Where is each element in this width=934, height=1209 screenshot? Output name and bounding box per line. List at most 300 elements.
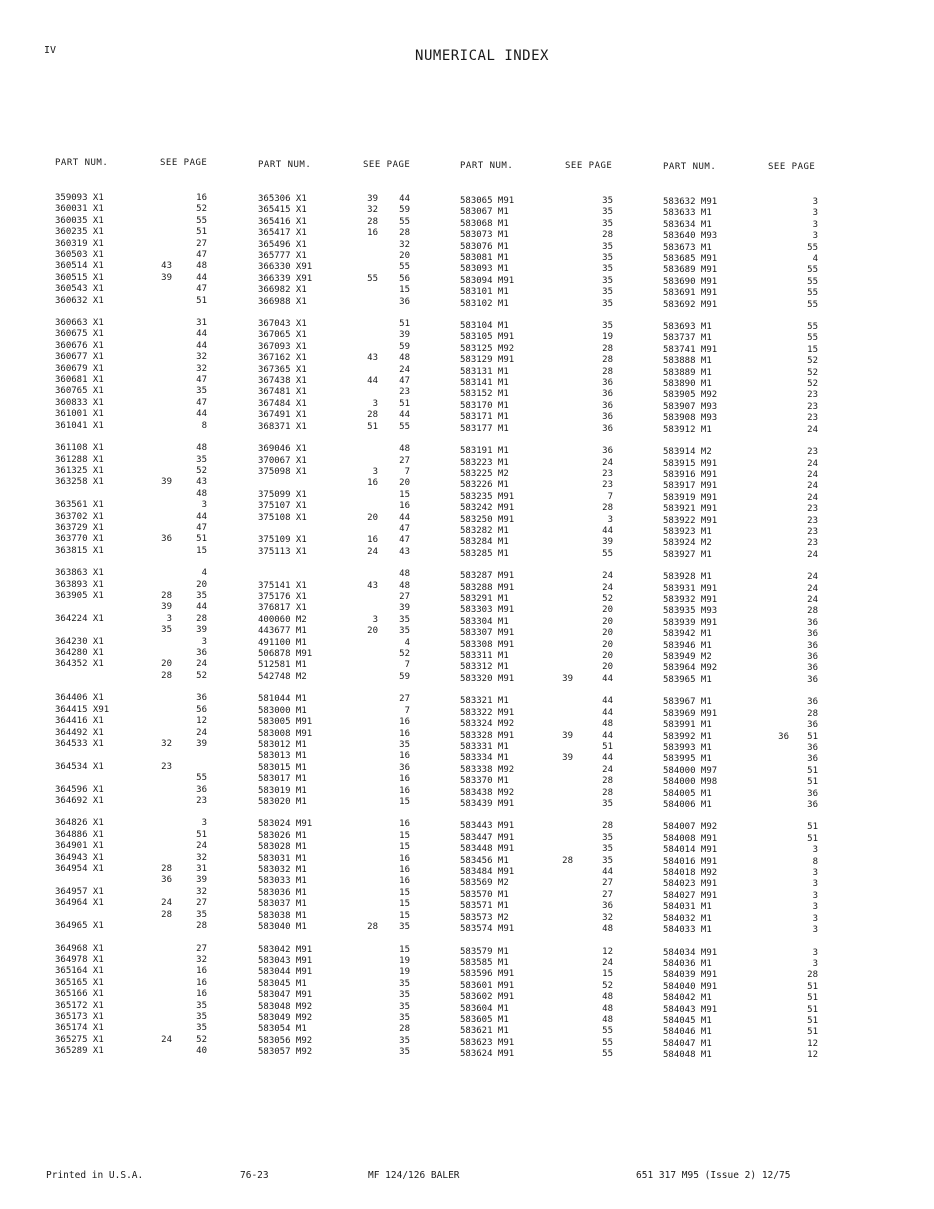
- entry-group: [55, 568, 230, 682]
- part-number: 583632 M91: [663, 197, 718, 207]
- see-page-first: 39: [161, 272, 172, 283]
- index-entry: [663, 1027, 838, 1038]
- see-page: 35: [196, 454, 207, 465]
- see-page: 16: [399, 819, 410, 830]
- index-entry: [460, 981, 635, 992]
- index-entry: [258, 228, 433, 239]
- index-entry: [55, 637, 230, 648]
- index-entry: [663, 504, 838, 515]
- see-page-header: SEE PAGE: [363, 160, 411, 170]
- part-number: 583324 M92: [460, 719, 515, 730]
- part-number: 583141 M1: [460, 378, 509, 389]
- see-page: 44: [602, 696, 613, 707]
- see-page-first: 3: [166, 613, 172, 624]
- index-entry: [55, 341, 230, 352]
- see-page: 35: [399, 921, 410, 932]
- part-number: 360515 X1: [55, 272, 104, 283]
- part-number: 375099 X1: [258, 489, 307, 500]
- part-number: 583673 M1: [663, 242, 712, 253]
- see-page: 36: [807, 799, 818, 810]
- part-number: 583964 M92: [663, 663, 718, 674]
- see-page: 55: [399, 262, 410, 273]
- index-entry: [663, 1039, 838, 1050]
- see-page: 51: [807, 1004, 818, 1015]
- index-entry: [258, 547, 433, 558]
- see-page: 35: [602, 252, 613, 263]
- part-number: 367162 X1: [258, 353, 307, 364]
- part-number: 364406 X1: [55, 693, 104, 704]
- see-page: 23: [399, 387, 410, 398]
- index-entry: [460, 1038, 635, 1049]
- part-number: 583569 M2: [460, 878, 509, 889]
- see-page: 51: [807, 822, 818, 833]
- part-number: 583129 M91: [460, 355, 515, 366]
- index-entry: [460, 469, 635, 480]
- index-entry: [55, 614, 230, 625]
- see-page: 55: [807, 242, 818, 253]
- index-entry: [663, 948, 838, 959]
- see-page: 15: [399, 830, 410, 841]
- part-number: 364957 X1: [55, 886, 104, 897]
- entry-group: [55, 318, 230, 432]
- see-page: 16: [399, 853, 410, 864]
- index-entry: [258, 569, 433, 580]
- index-entry: [258, 706, 433, 717]
- see-page: 20: [399, 478, 410, 489]
- part-number: 583042 M91: [258, 944, 313, 955]
- see-page: 35: [399, 978, 410, 989]
- see-page: 16: [399, 717, 410, 728]
- see-page: 16: [399, 728, 410, 739]
- part-number: 583311 M1: [460, 651, 509, 662]
- part-number: 365415 X1: [258, 205, 307, 216]
- part-number: 365173 X1: [55, 1011, 104, 1022]
- see-page-first: 39: [161, 602, 172, 613]
- see-page: 56: [196, 704, 207, 715]
- entry-group: [460, 571, 635, 685]
- index-entry: [663, 1005, 838, 1016]
- index-entry: [460, 867, 635, 878]
- index-entry: [663, 709, 838, 720]
- index-entry: [55, 602, 230, 613]
- index-entry: [258, 297, 433, 308]
- part-number: 367093 X1: [258, 341, 307, 352]
- index-entry: [460, 276, 635, 287]
- see-page: 24: [807, 424, 818, 435]
- part-number: 583017 M1: [258, 774, 307, 785]
- index-entry: [460, 1026, 635, 1037]
- part-number: 506878 M91: [258, 649, 313, 660]
- part-number: 583048 M92: [258, 1001, 313, 1012]
- see-page: 20: [602, 616, 613, 627]
- part-number: 361108 X1: [55, 443, 104, 454]
- see-page: 48: [399, 580, 410, 591]
- index-entry: [460, 753, 635, 764]
- index-entry: [258, 205, 433, 216]
- part-number: 583177 M1: [460, 423, 509, 434]
- see-page: 20: [196, 579, 207, 590]
- see-page: 44: [602, 867, 613, 878]
- part-number: 583685 M91: [663, 253, 718, 264]
- part-number: 583992 M1: [663, 731, 712, 742]
- part-number: 583287 M91: [460, 571, 515, 582]
- see-page: 35: [602, 855, 613, 866]
- part-number: 367491 X1: [258, 410, 307, 421]
- index-entry: [663, 822, 838, 833]
- part-number: 584039 M91: [663, 970, 718, 981]
- part-number: 366982 X1: [258, 285, 307, 296]
- index-entry: [460, 901, 635, 912]
- part-number: 360676 X1: [55, 340, 104, 351]
- index-entry: [663, 857, 838, 868]
- index-entry: [663, 800, 838, 811]
- part-number: 583915 M91: [663, 458, 718, 469]
- see-page: 27: [602, 878, 613, 889]
- index-entry: [663, 208, 838, 219]
- index-entry: [258, 945, 433, 956]
- part-number: 583331 M1: [460, 741, 509, 752]
- part-number: 367438 X1: [258, 376, 307, 387]
- part-number: 364943 X1: [55, 852, 104, 863]
- index-entry: [55, 204, 230, 215]
- see-page: 55: [807, 288, 818, 299]
- part-number: 583438 M92: [460, 787, 515, 798]
- index-entry: [460, 856, 635, 867]
- see-page: 16: [196, 977, 207, 988]
- see-page: 36: [807, 674, 818, 685]
- index-entry: [460, 412, 635, 423]
- see-page: 35: [602, 321, 613, 332]
- part-number: 364415 X91: [55, 704, 110, 715]
- index-entry: [258, 911, 433, 922]
- see-page: 24: [807, 481, 818, 492]
- see-page: 55: [399, 421, 410, 432]
- index-entry: [663, 220, 838, 231]
- see-page: 3: [812, 902, 818, 913]
- part-number: 583923 M1: [663, 526, 712, 537]
- see-page: 51: [807, 833, 818, 844]
- index-entry: [663, 322, 838, 333]
- footer-doc-number: 651 317 M95 (Issue 2) 12/75: [636, 1170, 791, 1181]
- part-number: 583170 M1: [460, 400, 509, 411]
- part-number: 583068 M1: [460, 218, 509, 229]
- see-page: 28: [602, 503, 613, 514]
- index-entry: [663, 652, 838, 663]
- part-number: 365165 X1: [55, 977, 104, 988]
- index-entry: [663, 743, 838, 754]
- index-entry: [460, 332, 635, 343]
- index-entry: [460, 924, 635, 935]
- index-entry: [258, 365, 433, 376]
- entry-group: [55, 818, 230, 932]
- see-page: 27: [196, 943, 207, 954]
- index-entry: [258, 1002, 433, 1013]
- see-page: 27: [196, 238, 207, 249]
- see-page: 51: [399, 319, 410, 330]
- part-number: 363893 X1: [55, 579, 104, 590]
- see-page: 36: [807, 663, 818, 674]
- index-entry: [258, 524, 433, 535]
- part-number: 584045 M1: [663, 1015, 712, 1026]
- see-page: 51: [807, 1027, 818, 1038]
- part-number: 583946 M1: [663, 640, 712, 651]
- part-number: 583370 M1: [460, 776, 509, 787]
- part-number: 583288 M91: [460, 582, 515, 593]
- index-entry: [55, 716, 230, 727]
- index-entry: [55, 773, 230, 784]
- see-page: 23: [807, 515, 818, 526]
- see-page-first: 23: [161, 761, 172, 772]
- see-page: 35: [196, 1011, 207, 1022]
- see-page: 48: [399, 569, 410, 580]
- see-page: 35: [196, 386, 207, 397]
- part-number: 364280 X1: [55, 648, 104, 659]
- see-page: 59: [399, 205, 410, 216]
- see-page: 28: [602, 366, 613, 377]
- see-page: 52: [399, 649, 410, 660]
- part-number: 376817 X1: [258, 603, 307, 614]
- part-number: 361325 X1: [55, 465, 104, 476]
- see-page: 39: [399, 330, 410, 341]
- index-entry: [55, 875, 230, 886]
- part-number: 367043 X1: [258, 319, 307, 330]
- part-number: 583448 M91: [460, 844, 515, 855]
- entry-group: [258, 694, 433, 808]
- index-entry: [258, 478, 433, 489]
- part-number: 583621 M1: [460, 1026, 509, 1037]
- part-number: 375113 X1: [258, 546, 307, 557]
- part-number: 584043 M91: [663, 1004, 718, 1015]
- part-number: 583043 M91: [258, 955, 313, 966]
- part-number: 364968 X1: [55, 943, 104, 954]
- see-page: 19: [399, 967, 410, 978]
- part-number: 369046 X1: [258, 444, 307, 455]
- see-page: 24: [807, 458, 818, 469]
- see-page: 51: [807, 765, 818, 776]
- index-column: [55, 193, 230, 1069]
- see-page: 55: [807, 333, 818, 344]
- footer-code: 76-23: [240, 1170, 269, 1181]
- see-page: 52: [807, 367, 818, 378]
- see-page: 20: [602, 662, 613, 673]
- see-page: 55: [196, 773, 207, 784]
- index-entry: [663, 720, 838, 731]
- see-page: 36: [807, 697, 818, 708]
- see-page: 55: [602, 1026, 613, 1037]
- see-page: 27: [399, 592, 410, 603]
- see-page: 35: [399, 990, 410, 1001]
- part-number: 583013 M1: [258, 751, 307, 762]
- part-number: 583032 M1: [258, 865, 307, 876]
- index-entry: [55, 955, 230, 966]
- index-entry: [258, 262, 433, 273]
- see-page: 31: [196, 318, 207, 329]
- index-entry: [55, 830, 230, 841]
- index-entry: [258, 603, 433, 614]
- part-number: 375109 X1: [258, 535, 307, 546]
- index-entry: [258, 831, 433, 842]
- see-page: 35: [399, 614, 410, 625]
- part-number: 367365 X1: [258, 364, 307, 375]
- see-page: 44: [196, 272, 207, 283]
- see-page: 52: [602, 980, 613, 991]
- see-page: 20: [602, 628, 613, 639]
- see-page: 48: [196, 488, 207, 499]
- index-entry: [258, 342, 433, 353]
- see-page-first: 3: [372, 398, 378, 409]
- part-number: 583931 M91: [663, 583, 718, 594]
- part-number: 512581 M1: [258, 660, 307, 671]
- index-entry: [55, 796, 230, 807]
- index-entry: [258, 615, 433, 626]
- index-entry: [663, 845, 838, 856]
- see-page-first: 28: [562, 855, 573, 866]
- see-page: 36: [602, 446, 613, 457]
- see-page: 55: [602, 1037, 613, 1048]
- index-entry: [663, 584, 838, 595]
- see-page: 24: [807, 492, 818, 503]
- footer-model: MF 124/126 BALER: [368, 1170, 460, 1181]
- part-number: 583152 M1: [460, 389, 509, 400]
- index-entry: [258, 1047, 433, 1058]
- entry-group: [55, 443, 230, 557]
- part-number: 583439 M91: [460, 798, 515, 809]
- part-number: 368371 X1: [258, 421, 307, 432]
- part-number: 360833 X1: [55, 397, 104, 408]
- part-number: 583570 M1: [460, 889, 509, 900]
- part-number: 583304 M1: [460, 616, 509, 627]
- see-page: 35: [399, 1001, 410, 1012]
- index-entry: [460, 196, 635, 207]
- see-page: 8: [201, 420, 207, 431]
- part-number: 583125 M92: [460, 343, 515, 354]
- index-entry: [663, 697, 838, 708]
- part-number: 583223 M1: [460, 457, 509, 468]
- part-number: 584016 M91: [663, 856, 718, 867]
- see-page: 35: [399, 1035, 410, 1046]
- part-number: 363729 X1: [55, 522, 104, 533]
- part-number: 583028 M1: [258, 842, 307, 853]
- entry-group: [663, 322, 838, 436]
- part-number: 364533 X1: [55, 738, 104, 749]
- see-page: 48: [399, 353, 410, 364]
- see-page: 48: [399, 444, 410, 455]
- part-number: 583105 M91: [460, 332, 515, 343]
- see-page-first: 32: [161, 738, 172, 749]
- see-page: 36: [602, 389, 613, 400]
- see-page: 48: [602, 1003, 613, 1014]
- see-page: 51: [602, 741, 613, 752]
- part-number: 584036 M1: [663, 958, 712, 969]
- part-number: 367065 X1: [258, 330, 307, 341]
- see-page: 39: [196, 875, 207, 886]
- part-number: 583040 M1: [258, 921, 307, 932]
- index-entry: [258, 967, 433, 978]
- part-number: 583967 M1: [663, 697, 712, 708]
- part-number: 364692 X1: [55, 795, 104, 806]
- index-entry: [55, 455, 230, 466]
- part-number: 583291 M1: [460, 594, 509, 605]
- part-number: 583328 M91: [460, 730, 515, 741]
- see-page: 16: [399, 865, 410, 876]
- part-number: 583334 M1: [460, 753, 509, 764]
- part-num-header: PART NUM.: [663, 162, 717, 172]
- index-entry: [55, 591, 230, 602]
- index-entry: [663, 413, 838, 424]
- see-page: 28: [196, 920, 207, 931]
- part-number: 583056 M92: [258, 1035, 313, 1046]
- part-number: 583605 M1: [460, 1014, 509, 1025]
- see-page-first: 32: [367, 205, 378, 216]
- part-number: 375107 X1: [258, 501, 307, 512]
- part-number: 363815 X1: [55, 545, 104, 556]
- part-num-header: PART NUM.: [460, 161, 514, 171]
- index-entry: [55, 739, 230, 750]
- index-entry: [460, 537, 635, 548]
- part-number: 583284 M1: [460, 537, 509, 548]
- see-page-first: 20: [161, 659, 172, 670]
- part-number: 583038 M1: [258, 910, 307, 921]
- see-page: 15: [602, 969, 613, 980]
- part-number: 361288 X1: [55, 454, 104, 465]
- entry-group: [460, 446, 635, 560]
- index-entry: [460, 424, 635, 435]
- index-entry: [663, 356, 838, 367]
- see-page: 35: [399, 1012, 410, 1023]
- see-page: 24: [196, 727, 207, 738]
- entry-group: [460, 821, 635, 935]
- part-number: 584040 M91: [663, 981, 718, 992]
- see-page: 35: [196, 1000, 207, 1011]
- part-number: 583015 M1: [258, 762, 307, 773]
- part-number: 583191 M1: [460, 446, 509, 457]
- entry-group: [258, 945, 433, 1059]
- index-entry: [460, 878, 635, 889]
- see-page: 36: [807, 754, 818, 765]
- see-page: 3: [812, 197, 818, 207]
- see-page: 35: [602, 287, 613, 298]
- see-page: 20: [602, 605, 613, 616]
- part-number: 360543 X1: [55, 284, 104, 295]
- see-page: 23: [807, 526, 818, 537]
- part-number: 583624 M91: [460, 1049, 515, 1060]
- part-number: 583447 M91: [460, 832, 515, 843]
- see-page: 59: [399, 671, 410, 682]
- see-page: 28: [399, 1024, 410, 1035]
- index-entry: [460, 230, 635, 241]
- see-page-first: 43: [161, 261, 172, 272]
- part-number: 583102 M1: [460, 298, 509, 309]
- index-entry: [258, 842, 433, 853]
- part-number: 366339 X91: [258, 273, 313, 284]
- see-page-first: 16: [367, 228, 378, 239]
- see-page: 3: [812, 868, 818, 879]
- see-page-first: 39: [562, 673, 573, 684]
- see-page-first: 24: [161, 898, 172, 909]
- index-entry: [258, 387, 433, 398]
- index-entry: [258, 330, 433, 341]
- see-page: 44: [602, 753, 613, 764]
- see-page: 23: [807, 447, 818, 458]
- part-number: 364901 X1: [55, 841, 104, 852]
- index-entry: [258, 672, 433, 683]
- entry-group: [258, 194, 433, 308]
- see-page: 16: [196, 966, 207, 977]
- see-page: 23: [807, 401, 818, 412]
- part-number: 364224 X1: [55, 613, 104, 624]
- see-page: 47: [196, 284, 207, 295]
- see-page: 35: [602, 218, 613, 229]
